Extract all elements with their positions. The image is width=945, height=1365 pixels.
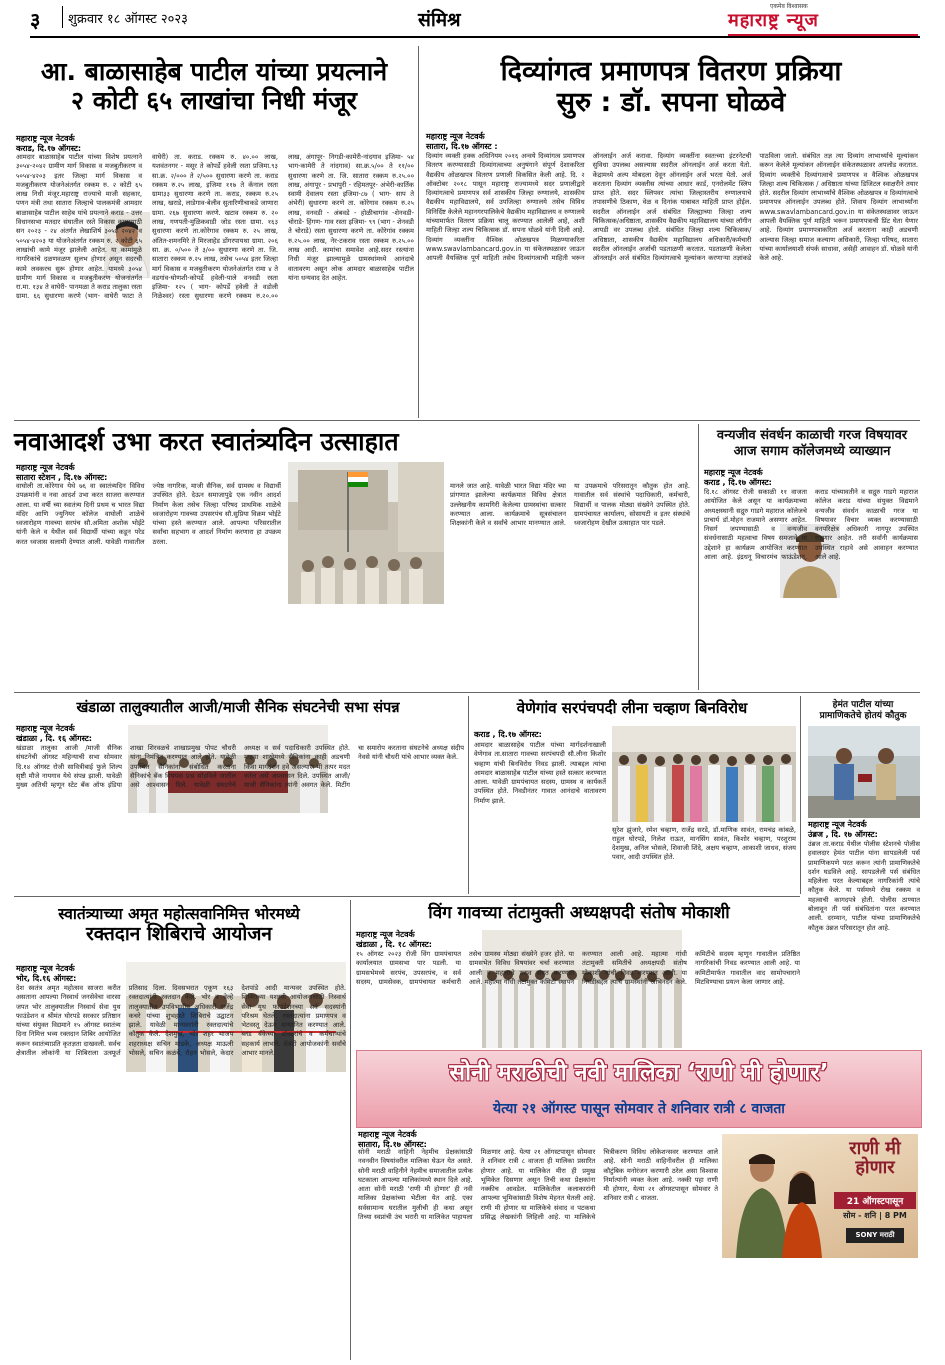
vanyajeev-body: दि.१८ ऑगस्ट रोजी सकाळी ११ वाजता आयोजित केले असून या कार्यक्रमाच्या अध्यक्षस्थानी सद्गुरु गाडगे महाराज कॉलेजचे प्राचार्य डॉ.मोहन राजमाने असणार आहेत. निसर्ग जपण्यासाठी व वन्यजीव संवर्धनासाठी महत्वाचा विषय समजावे या उद्देशाने हा कार्यक्रम आयोजित करण्यात आला आहे. इंद्रधनू विचारमंच फाऊंडेशन, कराड यांच्यावतीने व सद्गुरु गाडगे महाराज कॉलेज कराड यांच्या संयुक्त विद्यमाने वन्यजीव संवर्धन काळाची गरज या विषयावर विचार व्यक्त करण्यासाठी वनपरिक्षेत्र अधिकारी नागपूर उपस्थित राहणार आहेत. तरी सर्वांनी कार्यक्रमास उपस्थित राहावे असे आवाहन करण्यात आले आहे. xyxy=(704,488,918,562)
hemant-headline xyxy=(804,700,922,722)
khandala-byline-place: खंडाळा , दि. १६ ऑगस्ट: xyxy=(16,734,92,743)
page-number: ३ xyxy=(30,8,41,32)
bhor-headline xyxy=(14,906,344,946)
vanyajeev-byline-name: महाराष्ट्र न्यूज नेटवर्क xyxy=(704,468,763,477)
navaadarsh-byline-place: सातारा स्टेशन , दि.१७ ऑगस्ट: xyxy=(16,473,108,482)
vanyajeev-headline-line2: आज सगाम कॉलेजमध्ये व्याख्यान xyxy=(733,443,891,459)
ving-byline-place: खंडाळा , दि. १८ ऑगस्ट: xyxy=(356,940,432,949)
bhor-byline xyxy=(16,964,76,984)
venegaon-body: आमदार बाळासाहेब पाटील यांच्या मार्गदर्शनाखाली वेणेगाव ता.सातारा गावच्या सरपंचपदी सौ.लीना किशोर चव्हाण यांची बिनविरोध निवड झाली. त्याबद्दल त्यांचा आमदार बाळासाहेब पाटील यांच्या हस्ते सत्कार करण्यात आला. यावेळी ग्रामपंचायत सदस्य, ग्रामस्थ व कार्यकर्ते उपस्थित होते. निवडीनंतर गावात आनंदाचे वातावरण निर्माण झाले. xyxy=(474,741,606,805)
balasaheb-byline xyxy=(16,134,81,154)
sony-banner-subtitle: येत्या २१ ऑगस्ट पासून सोमवार ते शनिवार रात्री ८ वाजता xyxy=(493,1101,785,1117)
hemant-byline-name: महाराष्ट्र न्यूज नेटवर्क xyxy=(808,820,867,829)
divyang-headline-line1: दिव्यांगत्व प्रमाणपत्र वितरण प्रक्रिया xyxy=(500,56,842,87)
poster-channel-logo: SONY मराठी xyxy=(846,1228,904,1243)
navaadarsh-byline xyxy=(16,463,107,483)
bhor-body: देश स्वतंत्र अमृत महोत्सव साजरा करीत असताना आपल्या निस्वार्थ जनसेवेचा वारसा जपत भोर तालुक्यातील निस्वार्थ सेवा युथ फाउंडेशन व श्रीमंत घोरपडे सरकार प्रतिष्ठान यांच्या संयुक्त विद्यमाने १५ ऑगस्ट स्वातंत्र्य दिना निमित्त भव्य रक्तदान शिबिर आयोजित करून स्वातंत्र्याप्रति कृतज्ञता दाखवली. सर्वच क्षेत्रातील लोकांनी या शिबिराला उत्स्फूर्त प्रतिसाद दिला. दिवसभरात एकूण १६३ रक्तदात्यांनी रक्तदान केले. भोर व वेल्हे तालुक्यातील उपविभागीय अधिकारी राजेंद्र कचरे यांच्या शुभहस्ते शिबिराचे उद्घाटन झाले. यावेळी मान्यवरांनी रक्तदात्यांचे कौतुक केले. देशमुख, भोर शहर भाजप शहराध्यक्ष सचिन मांडके, अध्यक्ष माऊली भोसले, सचिन कळंबे, रोहन भोसले, केदार देशपांडे आदी मान्यवर उपस्थित होते. शिबिराच्या यशस्वी आयोजनासाठी निस्वार्थ सेवा युथ फाउंडेशनच्या सर्व सदस्यांनी परिश्रम घेतले. रक्तदात्यांना प्रमाणपत्र व भेटवस्तू देऊन सन्मानित करण्यात आले. ब्लड बँकेच्या डॉक्टरांचे व कर्मचाऱ्यांचे सहकार्य लाभले. शेवटी आयोजकांनी सर्वांचे आभार मानले. xyxy=(16,984,346,1058)
bhor-byline-place: भोर, दि.१६ ऑगस्ट: xyxy=(16,974,77,983)
balasaheb-byline-name: महाराष्ट्र न्यूज नेटवर्क xyxy=(16,134,75,143)
flag-hoisting-photo xyxy=(288,462,444,604)
khandala-body: खंडाळा तालुका आजी /माजी सैनिक संघटनेची ऑगस्ट महिन्याची सभा सोमवार दि.१४ ऑगस्ट रोजी सावित्रीबाई फुले शिल्प सृष्टी मौजे नायगाव येथे संपन्न झाली. यावेळी मुख्य अतिथी म्हणून स्टेट बँक ऑफ इंडिया शाखा शिरवळचे शाखाप्रमुख पोपट चौधरी यांना निमंत्रित करण्यात आले होते. यावेळी उपस्थित सैनिकांना संबोधित करताना सैनिकांचे बँक विषयक प्रश्न सोडविले जातील असे आश्वासन दिले. यावेळी संघटनेचे अध्यक्ष व सर्व पदाधिकारी उपस्थित होते. माझ्या शाखेमध्ये सैनिकांना काही अडचणी किंवा मार्गदर्शन हवे असल्यास मी तत्पर मदत करेल असे आश्वासन दिले. उपस्थित आजी/माजी सैनिकांना त्यांनी अवगत केले. मिटींग चा समारोप करताना संघटनेचे अध्यक्ष संदीप नेवसे यांनी चौधरी यांचे आभार व्यक्त केले. xyxy=(16,744,464,790)
brand-logo xyxy=(728,8,918,36)
ving-byline xyxy=(356,930,432,950)
navaadarsh-body-right: मानले जात आहे. यावेळी भारत विद्या मंदिर च्या प्रांगणात झालेल्या कार्यक्रमात विविध क्षेत्रात उल्लेखनीय कामगिरी केलेल्या ग्रामस्थांचा सत्कार करण्यात आला. कार्यक्रमाचे सूत्रसंचालन शिक्षकांनी केले व सर्वांचे आभार मानण्यात आले. या उपक्रमाचे परिसरातून कौतुक होत आहे. गावातील सर्व संस्थांचे पदाधिकारी, कर्मचारी, विद्यार्थी व पालक मोठ्या संख्येने उपस्थित होते. ग्रामपंचायत कार्यालय, सोसायटी व इतर संस्थांचे ध्वजारोहण देखील उत्साहात पार पडले. xyxy=(450,482,690,528)
vanyajeev-headline xyxy=(702,428,922,459)
khandala-headline: खंडाळा तालुक्यातील आजी/माजी सैनिक संघटनेची सभा संपन्न xyxy=(76,700,400,716)
ving-headline: विंग गावच्या तंटामुक्ती अध्यक्षपदी संतोष मोकाशी xyxy=(428,903,730,923)
khandala-byline-name: महाराष्ट्र न्यूज नेटवर्क xyxy=(16,724,75,733)
balasaheb-headline-line1: आ. बाळासाहेब पाटील यांच्या प्रयत्नाने xyxy=(40,57,388,86)
divyang-headline-line2: सुरु : डॉ. सपना घोळवे xyxy=(556,87,786,119)
sony-poster xyxy=(722,1134,918,1258)
page-header xyxy=(0,0,945,44)
poster-title-line2: होणार xyxy=(855,1156,895,1178)
divyang-body: दिव्यांग व्यक्ती हक्क अधिनियम २०१६ अन्वये दिव्यांगत्व प्रमाणपत्र वितरण करण्यासाठी दिव्यांगत्वाच्या अनुषंगाने संपूर्ण देशाकरिता वैद्यकीय ओळखपत्र वितरण प्रणाली विकसित केली आहे. दि. २ ऑक्टोबर २०१८ पासून महाराष्ट्र राज्यामध्ये सदर प्रणालीद्वारे दिव्यांगत्वाचे प्रमाणपत्र सर्व शासकीय जिल्हा रुग्णालये, शासकीय वैद्यकीय महाविद्यालये, सर्व उपजिल्हा रुग्णालये तसेच विविध विनिर्दिष्ट केलेले महानगरपालिकेचे वैद्यकीय महाविद्यालय व रुग्णालये यांच्यामार्फत वितरण प्रक्रिया चालू करण्यात आलेली आहे, अशी माहिती जिल्हा शल्य चिकित्सक डॉ. सपना घोळवे यांनी दिली आहे. दिव्यांग व्यक्तींना वैश्विक ओळखपत्र मिळण्याकरिता www.swavlambancard.gov.in या संकेतस्थळावर जाऊन आपली वैयक्तिक पूर्ण माहिती तसेच दिव्यांगत्वाची माहिती भरून ऑनलाईन अर्ज करावा. दिव्यांग व्यक्तींना स्वतःच्या इंटरनेटची सुविधा उपलब्ध असल्यास सदरील ऑनलाईन अर्ज करता येतो. केंद्रामध्ये अल्प मोबदला देवून ऑनलाईन अर्ज भरता येतो. अर्ज करताना दिव्यांग व्यक्तीस त्यांच्या आधार कार्ड, एनरोलमेंट स्लिप प्राप्त होते. सदर स्लिपवर त्यांचा जिल्हास्तरीय रुग्णालयाचे तपासणीचे ठिकाण, वेळ व दिनांक याबाबत माहिती प्राप्त होईल. सदरील ऑनलाईन अर्ज संबंधित जिल्ह्याच्या जिल्हा शल्य चिकित्सक/अधिष्ठाता, शासकीय वैद्यकीय महाविद्यालय यांच्या लॉगीन आयडी वर उपलब्ध होतो. संबंधित जिल्हा शल्य चिकित्सक/अधिष्ठाता, शासकीय वैद्यकीय महाविद्यालय अधिकारी/कर्मचारी सदरील ऑनलाईन अर्जाची पडताळणी करतात. पडताळणी केलेला ऑनलाईन अर्ज संबंधित दिव्यांगत्वाचे मूल्यांकन करणाऱ्या तज्ञांकडे पाठविला जातो. संबंधित तज्ञ त्या दिव्यांग लाभार्थ्याचे मूल्यांकन करून केलेले मूल्यांकन ऑनलाईन संकेतस्थळावर अपलोड करतात. दिव्यांग व्यक्तीचे दिव्यांगत्वाचे प्रमाणपत्र व वैश्विक ओळखपत्र जिल्हा शल्य चिकित्सक / अधिष्ठाता यांच्या डिजिटल स्वाक्षरीने तयार होते. सदरील दिव्यांग लाभार्थ्यांचे वैश्विक ओळखपत्र व दिव्यांगत्वाचे प्रमाणपत्र ऑनलाईन उपलब्ध होते. शिवाय दिव्यांग लाभार्थ्यांना www.swavlambancard.gov.in या संकेतस्थळावर जाऊन आपली वैयक्तिक पूर्ण माहिती भरून प्रमाणपत्राची प्रिंट घेता येणार आहे. दिव्यांग प्रमाणपत्राकरिता अर्ज करताना काही अडचणी आल्यास जिल्हा समाज कल्याण अधिकारी, जिल्हा परिषद, सातारा यांच्या कार्यालयाशी संपर्क साधावा, असेही आवाहन डॉ. घोळवे यांनी केले आहे. xyxy=(426,152,918,263)
poster-title xyxy=(834,1140,916,1178)
police-handover-photo xyxy=(808,726,920,818)
navaadarsh-byline-name: महाराष्ट्र न्यूज नेटवर्क xyxy=(16,463,75,472)
balasaheb-body: आमदार बाळासाहेब पाटील यांच्या विशेष प्रयत्नाने ३०५४-२०४२ ग्रामीण मार्ग विकास व मजबुतीकरण व ५०५४-४२०३ इतर जिल्हा मार्ग विकास व मजबुतीकरण योजनेअंतर्गत रक्कम रु. २ कोटी ६५ लाख निधी मंजूर.महाराष्ट्र राज्याचे माजी सहकार, पणन मंत्री तथा सातारा जिल्हाचे पालकमंत्री आमदार बाळासाहेब पाटील साहेब यांचे प्रयत्नाने कराड - उत्तर विधानसभा मतदार संघातील रस्ते विकास कामासाठी सन २०२३ - २४ अंतर्गत लेखाशिर्ष ३०५४ २०४२ व ५०५४-४२०३ या योजनेअंतर्गत रक्कम रु. २ कोटी ६५ लाखांची कामे मंजूर झालेली आहेत. या कामांमुळे नागरिकांचे दळणवळण सुलभ होणार असून सदरची कामे लवकरच सुरू होणार आहेत. यामध्ये ३०५४ ग्रामीण मार्ग विकास व मजबुतीकरण योजनांतर्गत रा.मा. १३४ ते वाघेरी- पानमळा ते कराड तालुका रस्ता ग्रामा. ६६ सुधारणा करणे (भाग- वाघेरी फाटा ते वाघेरी) ता. कराड. रक्कम रु. ४०.०० लाख, यशवंतनगर - मसूर ते कोपर्डे हवेली रस्ता प्रजिमा.९३ सा.क्र. २/००० ते २/५०० सुधारणा करणे ता. कराड रक्कम रु.२५ लाख, इजिमा ११७ ते कॅनाल रस्ता ग्रामा३३ सुधारणा करणे ता. कराड, रक्कम रु.२५ लाख, खराडे, लाडेगाव-बेलीव सुतारिणीचाकडे जाणारा ग्रामा. २६७ सुधारणा करणे. खटाव रक्कम रु. २० लाख, गणपती-मुळिकवाडी जोड रस्ता ग्रामा. १६३ सुधारणा करणे ता.कोरेगाव रक्कम रु. २५ लाख, अंतित-शमनमिरे ते मिरजाहेड डोंगरपायथा ग्रामा. २०६ सा. क्र. ०/५०० ते ३/०० सुधारणा करणे ता. जि. सातारा रक्कम रु.२५ लाख, तसेच ५०५४ इतर जिल्हा मार्ग विकास व मजबुतीकरण योजनेअंतर्गत रामा ४ ते वडगांव-घोणशी-कोपर्डे हवेली-पाले वनवडी रस्ता इजिमा- १२५ ( भाग- कोपर्डे हवेली ते वडोली निळेश्वर) रस्ता सुधारणा करणे रक्कम रु.२०.०० लाख, अंगापूर- निगडी-कामेरी-नांदगाव इजिमा- ५४ भाग-कामेरी ते नांदगाव) सा.क्र.५/०० ते ११/०० सुधारणा करणे ता. जि. सातारा रक्कम रु.२५.०० लाख, अंगापूर - प्रभापुरी - रहिमतपूर- अंभेरी-कार्तिक स्वामी देवालय रस्ता इजिमा-८७ ( भाग- साप ते अंभेरी) सुधारणा करणे ता. कोरेगाव रक्कम रु.२५ लाख, वनवडी - अंबवडे - होळीचागांव -शेनवडी-चोराडे- हिंगण- गाव रस्ता इजिमा- ९९ (भाग - शेनवडी ते चोराडे) रस्ता सुधारणा करणे ता. कोरेगांव रक्कम रु.२५.०० लाख, नेर-टकराव रस्ता रक्कम रु.२५.०० लाख आदी. कामांचा समावेश आहे.सदर रस्त्यांना निधी मंजूर झाल्यामुळे ग्रामस्थांमध्ये आनंदाचे वातावरण असून लोक आमदार बाळासाहेब पाटील यांना धन्यवाद देत आहेत. xyxy=(16,153,414,301)
balasaheb-headline xyxy=(14,58,414,116)
venegaon-byline: कराड , दि.१७ ऑगस्ट: xyxy=(474,730,542,739)
divyang-byline xyxy=(426,132,498,152)
vanyajeev-byline xyxy=(704,468,772,488)
sony-banner xyxy=(356,1050,922,1128)
venegaon-headline: वेणेगांव सरपंचपदी लीना चव्हाण बिनविरोध xyxy=(516,699,748,717)
sony-byline-place: सातारा, दि.१७ ऑगस्ट: xyxy=(358,1140,427,1149)
poster-date: 21 ऑगस्टपासून xyxy=(834,1192,916,1209)
hemant-byline-place: उंब्रज , दि. १७ ऑगस्ट: xyxy=(808,830,878,839)
sony-byline xyxy=(358,1130,427,1150)
bhor-headline-line1: स्वातंत्र्याच्या अमृत महोत्सवानिमित्त भोरमध्ये xyxy=(58,905,300,923)
sony-body: सोनी मराठी वाहिनी नेहमीच प्रेक्षकांसाठी नवनवीन विषयांवरील मालिका घेऊन येत असते. सोनी मराठी वाहिनीने नेहमीच समाजातील प्रत्येक घटकाला आपल्या मालिकांमध्ये स्थान दिले आहे. आता सोनी मराठी 'राणी मी होणार' ही नवी मालिका प्रेक्षकांच्या भेटीला येत आहे. एका सर्वसामान्य घरातील मुलीची ही कथा असून तिच्या स्वप्नांची उंच भरारी या मालिकेत पाहायला मिळणार आहे. येत्या २१ ऑगस्टपासून सोमवार ते शनिवार रात्री ८ वाजता ही मालिका प्रसारित होणार आहे. या मालिकेत मीरा ही प्रमुख भूमिकेत दिसणार असून तिची कथा प्रेक्षकांना नक्कीच आवडेल. मालिकेतील कलाकारांनी आपल्या भूमिकांसाठी विशेष मेहनत घेतली आहे. राणी मी होणार या मालिकेचे संवाद व पटकथा प्रसिद्ध लेखकांनी लिहिली आहे. या मालिकेचे चित्रीकरण विविध लोकेशन्सवर करण्यात आले आहे. सोनी मराठी वाहिनीवरील ही मालिका कौटुंबिक मनोरंजन करणारी ठरेल असा विश्वास निर्मात्यांनी व्यक्त केला आहे. नक्की पहा राणी मी होणार, येत्या २१ ऑगस्टपासून सोमवार ते शनिवार रात्री ८ वाजता. xyxy=(358,1148,718,1222)
section-title: संमिश्र xyxy=(418,9,461,31)
bhor-byline-name: महाराष्ट्र न्यूज नेटवर्क xyxy=(16,964,75,973)
sarpanch-felicitation-photo xyxy=(612,726,796,822)
hemant-byline xyxy=(808,820,878,840)
brand-name: महाराष्ट्र न्यूज xyxy=(728,10,819,31)
poster-time: सोम - शनि | 8 PM xyxy=(843,1211,907,1220)
sony-byline-name: महाराष्ट्र न्यूज नेटवर्क xyxy=(358,1130,417,1139)
bhor-headline-line2: रक्तदान शिबिराचे आयोजन xyxy=(86,922,272,945)
balasaheb-headline-line2: २ कोटी ६५ लाखांचा निधी मंजूर xyxy=(71,85,357,115)
venegaon-caption: सुरेश झुंजारे, रमेश चव्हाण, राजेंद्र सरडे, डॉ.माणिक सावंत, रामचंद्र कांबळे, राहुल घोरपडे, निलेश राऊत, मानसिंग सावंत, किशोर चव्हाण, परशुराम देशमुख, अनिल भोसले, शिवाजी शिंदे, अक्षय चव्हाण, आकाशी जाधव, संजय पवार, आदी उपस्थित होते. xyxy=(612,826,796,861)
khandala-byline xyxy=(16,724,92,744)
vanyajeev-headline-line1: वन्यजीव संवर्धन काळाची गरज विषयावर xyxy=(716,428,908,443)
poster-title-line1: राणी मी xyxy=(849,1138,901,1159)
hemant-headline-line2: प्रामाणिकतेचे होतयं कौतुक xyxy=(819,710,907,721)
divyang-byline-name: महाराष्ट्र न्यूज नेटवर्क xyxy=(426,132,485,141)
balasaheb-byline-place: कराड, दि.१७ ऑगस्ट: xyxy=(16,144,82,153)
brand-tagline: एकमेव विश्वासक xyxy=(770,3,808,10)
divyang-headline xyxy=(426,56,916,118)
hemant-headline-line1: हेमंत पाटील यांच्या xyxy=(832,700,894,710)
hemant-body: उंब्रज ता.कराड येथील पोलीस स्टेशनचे पोलीस हवालदार हेमंत पाटील यांना सापडलेली पर्स प्रामाणिकपणे परत करून त्यांनी प्रामाणिकतेचे दर्शन घडविले आहे. सापडलेली पर्स संबंधित महिलेला परत केल्याबद्दल नागरिकांनी त्यांचे कौतुक केले. या पर्समध्ये रोख रक्कम व महत्वाची कागदपत्रे होती. पोलीस ठाण्यात बोलावून ती पर्स संबंधितांना परत करण्यात आली. दरम्यान, पाटील यांच्या प्रामाणिकतेचे कौतुक उंब्रज परिसरातून होत आहे. xyxy=(808,840,920,932)
navaadarsh-headline: नवाआदर्श उभा करत स्वातंत्र्यदिन उत्साहात xyxy=(14,427,399,456)
ving-body: १५ ऑगस्ट २०२३ रोजी विंग ग्रामपंचायत कार्यालयात ग्रामसभा पार पडली. या ग्रामसभेमध्ये सरपंच, उपसरपंच, व सर्व सदस्य, ग्रामसेवक, ग्रामपंचायत कर्मचारी तसेच ग्रामस्थ मोठ्या संख्येने हजर होते. या ग्रामसभेत विविध विषयांवर चर्चा करण्यात आली व महत्वाचे ठराव संमत करण्यात आले. महात्मा गांधी तंटामुक्त कमिटी स्थापन करण्यात आली आहे. महात्मा गांधी तंटामुक्ती समितीचे अध्यक्षपदी संतोष मोकाशी यांची निवड करण्यात आली. या निवडीबद्दल त्यांचे ग्रामस्थांनी अभिनंदन केले. कमिटीचे सदस्य म्हणून गावातील प्रतिष्ठित नागरिकांची निवड करण्यात आली आहे. या कमिटीमार्फत गावातील वाद सामोपचाराने मिटविण्याचा प्रयत्न केला जाणार आहे. xyxy=(356,950,800,986)
divyang-byline-place: सातारा, दि.१७ ऑगस्ट : xyxy=(426,142,498,151)
navaadarsh-body-left: वाघोली ता.कोरेगाव येथे ७६ वा स्वातंत्र्यदिन विविध उपक्रमांनी व नवा आदर्श उभा करत साजरा करण्यात आला. या वर्षी च्या स्वातंत्र्य दिनी प्रथम च भारत विद्या मंदिर आणि ज्युनियर कॉलेज वाघोली शाळेचे ध्वजारोहण गावच्या सरपंच सौ.अमिता अशोक भोईटे यांनी केले व येथील सर्व विद्यार्थी यांच्या कडून परेड करत ध्वजास सलामी देण्यात आली. यावेळी गावातील ज्येष्ठ नागरिक, माजी सैनिक, सर्व ग्रामस्थ व विद्यार्थी उपस्थित होते. देऊन समाजापुढे एक नवीन आदर्श निर्माण केला तसेच जिल्हा परिषद प्राथमिक शाळेचे ध्वजारोहण गावच्या उपसरपंच सौ.सुप्रिया विक्रम भोईटे यांच्या हस्ते करण्यात आले. आपल्या परिसरातील सर्वांचा सहभाग व आदर्श निर्माण करणारा हा उपक्रम ठरला. xyxy=(16,482,281,546)
vanyajeev-byline-place: कराड , दि.१७ ऑगस्ट: xyxy=(704,478,772,487)
header-date: शुक्रवार १८ ऑगस्ट २०२३ xyxy=(68,12,188,27)
ving-byline-name: महाराष्ट्र न्यूज नेटवर्क xyxy=(356,930,415,939)
sony-banner-title: सोनी मराठीची नवी मालिका ‘राणी मी होणार’ xyxy=(449,1060,829,1086)
